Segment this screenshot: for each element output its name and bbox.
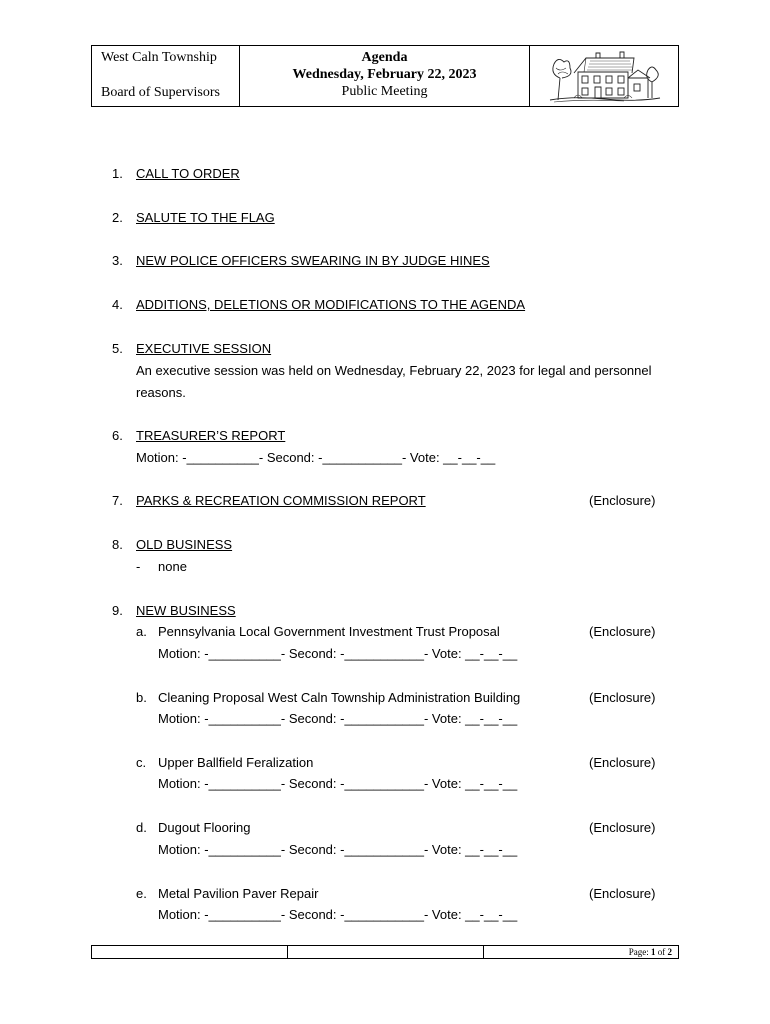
meeting-type: Public Meeting: [341, 84, 428, 99]
page-of: of: [655, 947, 668, 957]
enclosure-label: (Enclosure): [589, 886, 656, 901]
meeting-date: Wednesday, February 22, 2023: [292, 67, 477, 82]
sub-item-letter: b.: [136, 690, 147, 705]
page-total: 2: [667, 947, 672, 957]
footer-cell-left: [92, 946, 288, 958]
page-current: 1: [651, 947, 656, 957]
sub-item-text: Cleaning Proposal West Caln Township Administration Building: [158, 690, 521, 705]
item-number: 8.: [112, 537, 123, 552]
enclosure-label: (Enclosure): [589, 624, 656, 639]
motion-line: Motion: -__________- Second: -___________- Vote: __-__-__: [158, 776, 518, 791]
motion-line: Motion: -__________- Second: -___________- Vote: __-__-__: [158, 711, 518, 726]
motion-line: Motion: -__________- Second: -___________- Vote: __-__-__: [158, 907, 518, 922]
item-number: 4.: [112, 297, 123, 312]
document-header: [91, 45, 679, 107]
item-title: CALL TO ORDER: [136, 166, 240, 181]
farmhouse-sketch-icon: [544, 48, 664, 104]
enclosure-label: (Enclosure): [589, 755, 656, 770]
sub-item-letter: e.: [136, 886, 147, 901]
sub-item-text: Pennsylvania Local Government Investment Trust Proposal: [158, 624, 500, 639]
old-business-entry: none: [158, 559, 187, 574]
document-title: Agenda: [361, 50, 408, 65]
enclosure-label: (Enclosure): [589, 820, 656, 835]
page-footer: [91, 945, 679, 959]
sub-item-letter: d.: [136, 820, 147, 835]
title-block: [240, 46, 530, 106]
item-title: NEW POLICE OFFICERS SWEARING IN BY JUDGE HINES: [136, 253, 490, 268]
item-number: 7.: [112, 493, 123, 508]
item-title: PARKS & RECREATION COMMISSION REPORT: [136, 493, 426, 508]
motion-line: Motion: -__________- Second: -___________- Vote: __-__-__: [158, 646, 518, 661]
motion-line: Motion: -__________- Second: -___________- Vote: __-__-__: [136, 450, 496, 465]
list-dash: -: [136, 559, 141, 574]
organization-block: [92, 46, 240, 106]
township-name: West Caln Township: [101, 50, 217, 65]
logo-block: [530, 46, 678, 106]
item-number: 3.: [112, 253, 123, 268]
page-number: [484, 946, 678, 958]
item-number: 9.: [112, 603, 123, 618]
sub-item-text: Upper Ballfield Feralization: [158, 755, 314, 770]
page-prefix: Page:: [628, 947, 651, 957]
footer-cell-middle: [288, 946, 484, 958]
sub-item-letter: a.: [136, 624, 147, 639]
executive-session-text: An executive session was held on Wednesday, February 22, 2023 for legal and personnel: [136, 363, 652, 378]
sub-item-text: Dugout Flooring: [158, 820, 251, 835]
sub-item-letter: c.: [136, 755, 147, 770]
executive-session-text-cont: reasons.: [136, 385, 186, 400]
item-number: 6.: [112, 428, 123, 443]
item-title: ADDITIONS, DELETIONS OR MODIFICATIONS TO THE AGENDA: [136, 297, 526, 312]
item-title: OLD BUSINESS: [136, 537, 233, 552]
item-number: 2.: [112, 210, 123, 225]
item-title: EXECUTIVE SESSION: [136, 341, 272, 356]
item-title: TREASURER’S REPORT: [136, 428, 286, 443]
item-number: 1.: [112, 166, 123, 181]
motion-line: Motion: -__________- Second: -___________- Vote: __-__-__: [158, 842, 518, 857]
sub-item-text: Metal Pavilion Paver Repair: [158, 886, 319, 901]
item-title: NEW BUSINESS: [136, 603, 236, 618]
enclosure-label: (Enclosure): [589, 493, 656, 508]
board-name: Board of Supervisors: [101, 85, 220, 100]
enclosure-label: (Enclosure): [589, 690, 656, 705]
item-title: SALUTE TO THE FLAG: [136, 210, 275, 225]
item-number: 5.: [112, 341, 123, 356]
